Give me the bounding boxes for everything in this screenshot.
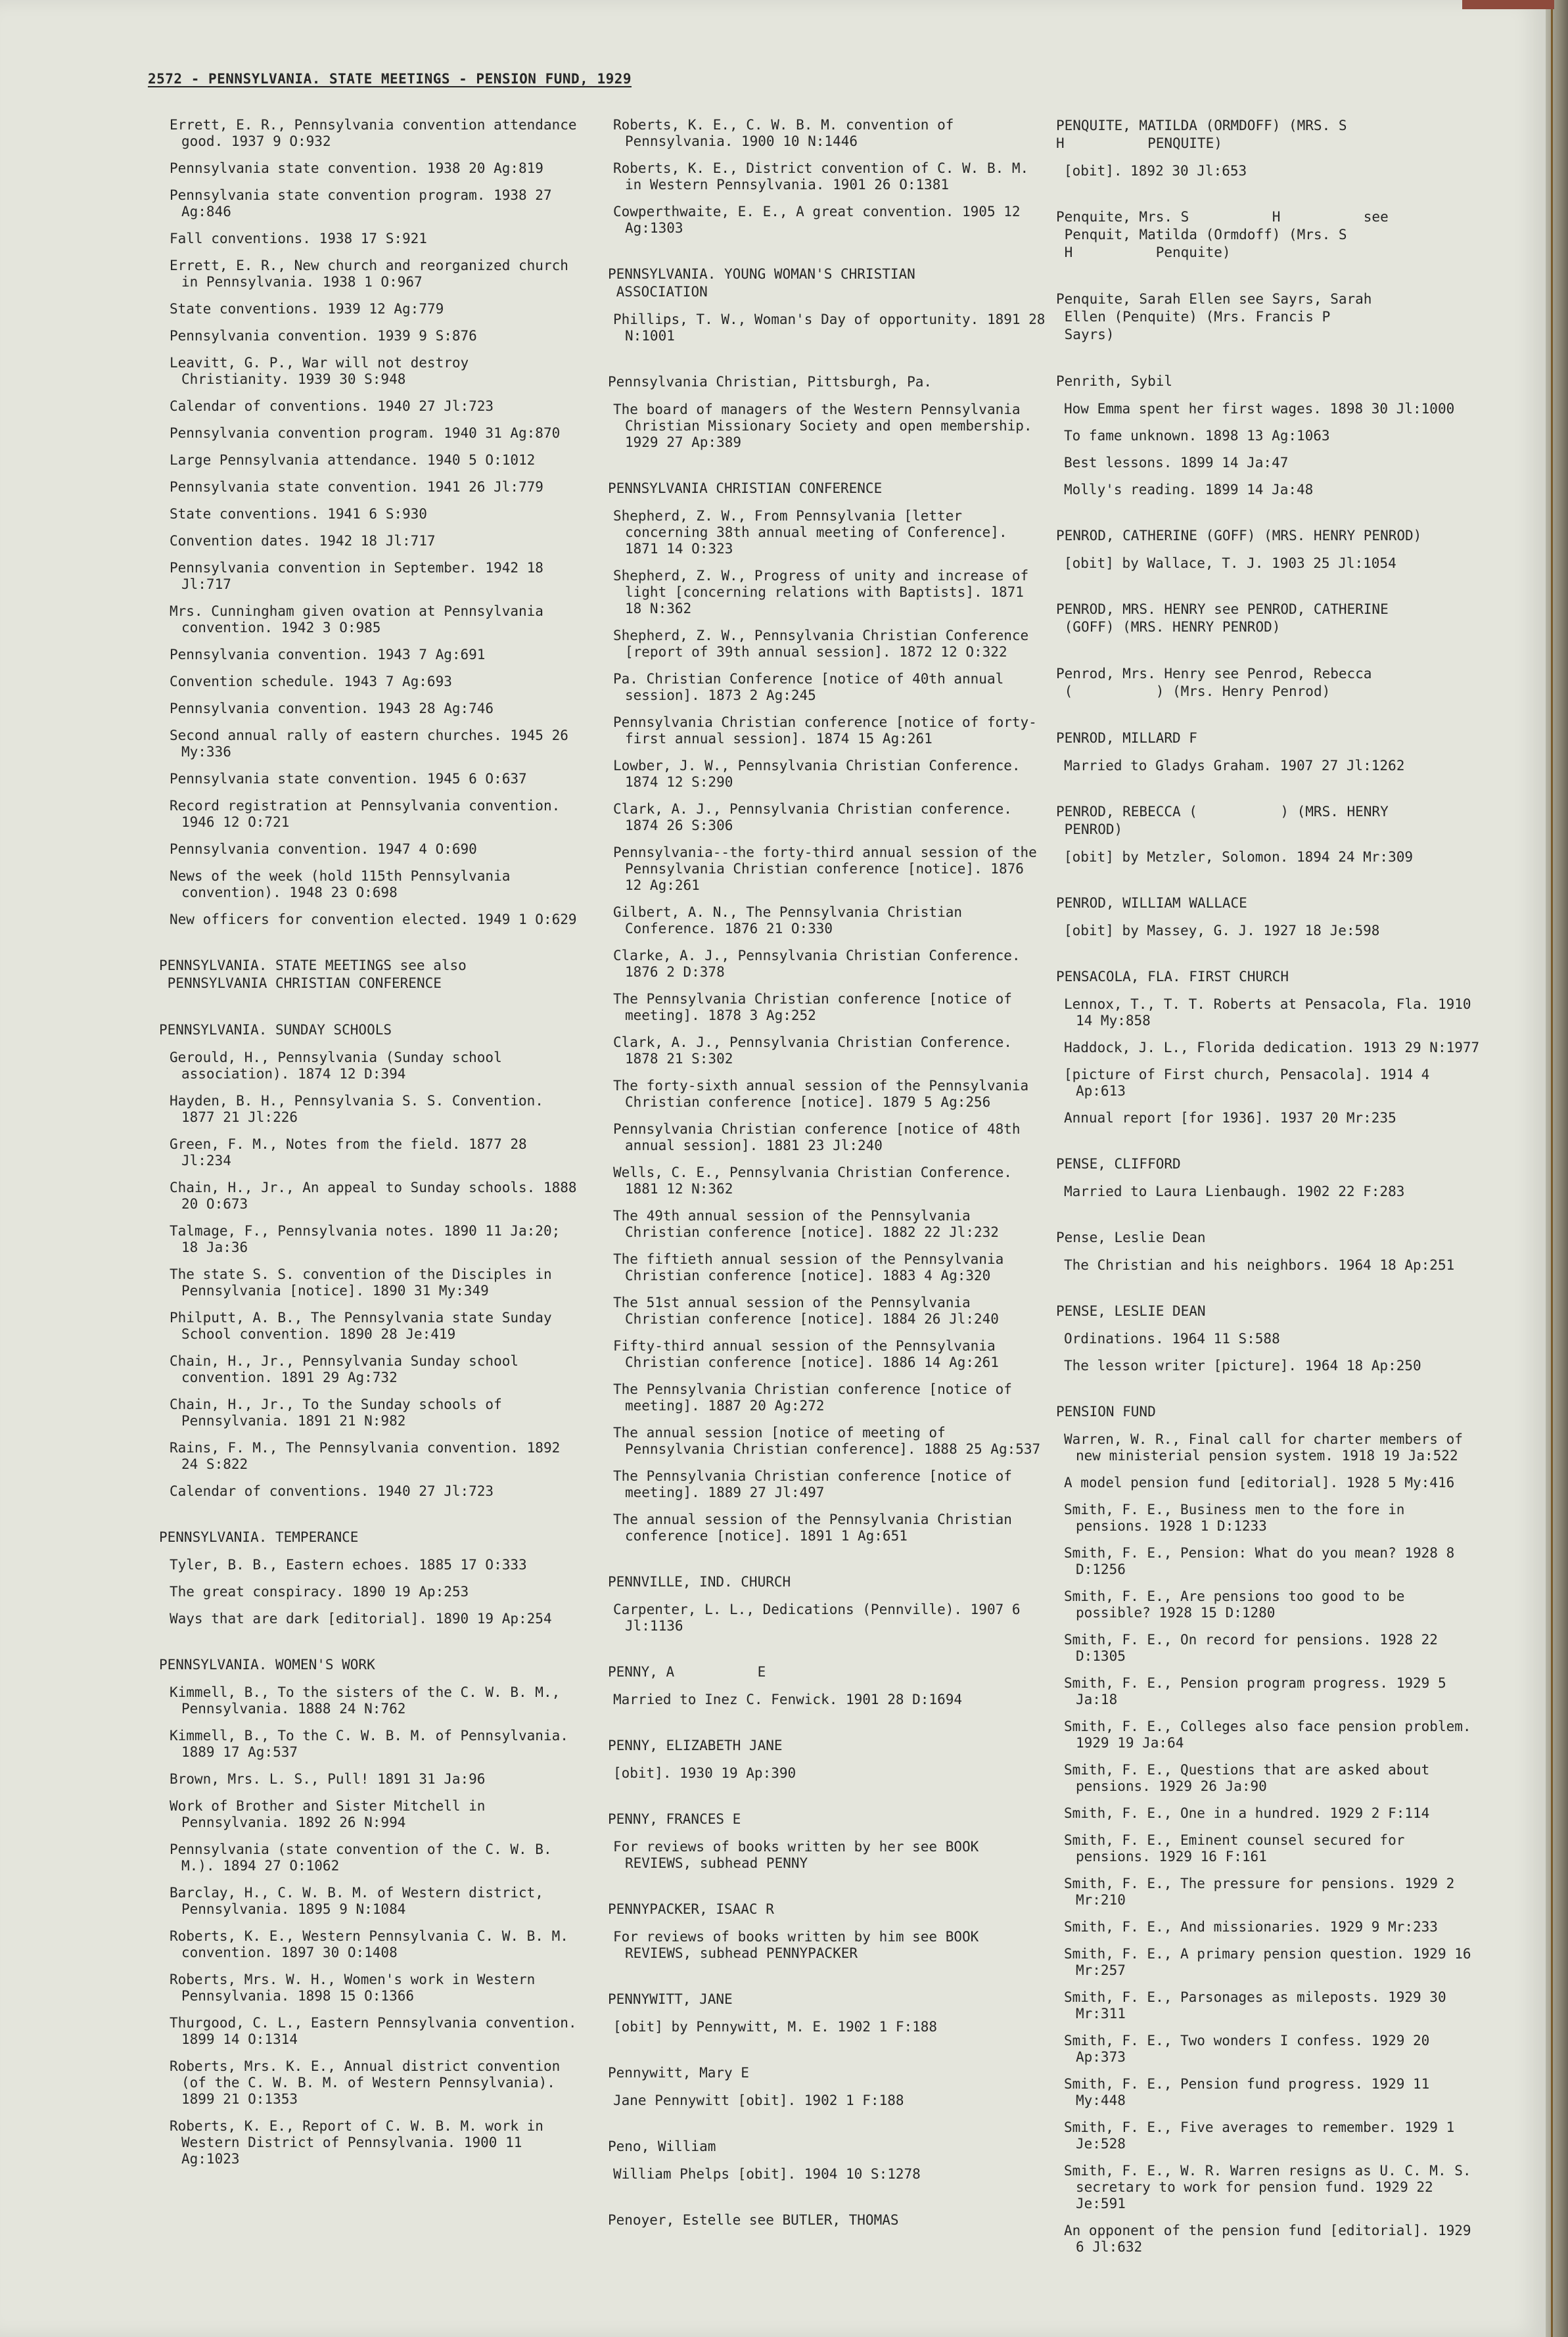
index-entry: Warren, W. R., Final call for charter members of new ministerial pension system. 1918 19 Ja:522	[1064, 1431, 1471, 1464]
index-entry: Calendar of conventions. 1940 27 Jl:723	[170, 1483, 494, 1499]
index-entry: Mrs. Cunningham given ovation at Pennsylvania convention. 1942 3 O:985	[170, 603, 552, 636]
index-entry: Clarke, A. J., Pennsylvania Christian Conference. 1876 2 D:378	[613, 948, 1029, 980]
index-entry: The state S. S. convention of the Disciples in Pennsylvania [notice]. 1890 31 My:349	[170, 1266, 561, 1299]
index-heading: PENSE, LESLIE DEAN	[1056, 1303, 1206, 1319]
index-entry: Smith, F. E., A primary pension question. 1929 16 Mr:257	[1064, 1946, 1480, 1978]
page-tab	[1462, 0, 1554, 9]
index-entry: Philputt, A. B., The Pennsylvania state Sunday School convention. 1890 28 Je:419	[170, 1310, 561, 1342]
index-entry: [picture of First church, Pensacola]. 1914 4 Ap:613	[1064, 1067, 1438, 1099]
index-heading: PENNSYLVANIA. YOUNG WOMAN'S CHRISTIAN ASSOCIATION	[608, 266, 915, 300]
index-heading: PENSION FUND	[1056, 1404, 1156, 1420]
index-entry: Roberts, Mrs. K. E., Annual district convention (of the C. W. B. M. of Western Pennsylvania). 1899 21 O:1353	[170, 2058, 568, 2107]
index-entry: Shepherd, Z. W., From Pennsylvania [letter concerning 38th annual meeting of Conference]. 1871 14 O:323	[613, 508, 1016, 557]
index-entry: Clark, A. J., Pennsylvania Christian conference. 1874 26 S:306	[613, 801, 1021, 833]
index-entry: Record registration at Pennsylvania convention. 1946 12 O:721	[170, 798, 568, 830]
index-entry: Pennsylvania convention. 1943 28 Ag:746	[170, 701, 494, 716]
running-head: 2572 - PENNSYLVANIA. STATE MEETINGS - PENSION FUND, 1929	[148, 71, 632, 87]
index-entry: Green, F. M., Notes from the field. 1877 28 Jl:234	[170, 1136, 536, 1168]
index-entry: Shepherd, Z. W., Pennsylvania Christian Conference [report of 39th annual session]. 1872 12 O:322	[613, 628, 1037, 660]
index-entry: Smith, F. E., Five averages to remember. 1929 1 Je:528	[1064, 2119, 1463, 2152]
index-entry: Pennsylvania state convention. 1945 6 O:637	[170, 771, 527, 787]
index-entry: The 49th annual session of the Pennsylvania Christian conference [notice]. 1882 22 Jl:232	[613, 1208, 999, 1240]
index-entry: [obit]. 1892 30 Jl:653	[1064, 163, 1247, 179]
index-entry: Carpenter, L. L., Dedications (Pennville). 1907 6 Jl:1136	[613, 1602, 1029, 1634]
index-entry: Fall conventions. 1938 17 S:921	[170, 231, 427, 246]
index-entry: Smith, F. E., Pension program progress. 1929 5 Ja:18	[1064, 1675, 1455, 1707]
index-entry: William Phelps [obit]. 1904 10 S:1278	[613, 2166, 921, 2182]
index-entry: [obit] by Metzler, Solomon. 1894 24 Mr:309	[1064, 849, 1414, 865]
index-entry: Married to Gladys Graham. 1907 27 Jl:1262	[1064, 758, 1405, 774]
index-heading: Penquite, Sarah Ellen see Sayrs, Sarah Ellen (Penquite) (Mrs. Francis P Sayrs)	[1056, 291, 1372, 342]
index-heading: PENROD, CATHERINE (GOFF) (MRS. HENRY PENROD)	[1056, 528, 1422, 544]
index-heading: Penrod, Mrs. Henry see Penrod, Rebecca ( ) (Mrs. Henry Penrod)	[1056, 666, 1372, 699]
index-entry: The 51st annual session of the Pennsylvania Christian conference [notice]. 1884 26 Jl:240	[613, 1295, 999, 1327]
index-heading: PENNSYLVANIA. TEMPERANCE	[159, 1529, 359, 1545]
index-entry: Kimmell, B., To the C. W. B. M. of Pennsylvania. 1889 17 Ag:537	[170, 1728, 577, 1760]
index-entry: For reviews of books written by him see BOOK REVIEWS, subhead PENNYPACKER	[613, 1929, 987, 1961]
index-entry: [obit] by Wallace, T. J. 1903 25 Jl:1054	[1064, 555, 1396, 571]
index-entry: Haddock, J. L., Florida dedication. 1913 29 N:1977	[1064, 1040, 1480, 1055]
index-entry: [obit]. 1930 19 Ap:390	[613, 1765, 796, 1781]
index-entry: Pa. Christian Conference [notice of 40th annual session]. 1873 2 Ag:245	[613, 671, 1012, 703]
index-entry: News of the week (hold 115th Pennsylvania convention). 1948 23 O:698	[170, 868, 519, 900]
index-entry: Smith, F. E., Two wonders I confess. 1929 20 Ap:373	[1064, 2033, 1438, 2065]
index-heading: PENSE, CLIFFORD	[1056, 1156, 1181, 1172]
index-entry: Errett, E. R., Pennsylvania convention attendance good. 1937 9 O:932	[170, 117, 586, 149]
index-entry: The board of managers of the Western Pennsylvania Christian Missionary Society and open membership. 1929 27 Ap:389	[613, 402, 1041, 450]
index-entry: Smith, F. E., And missionaries. 1929 9 Mr:233	[1064, 1919, 1438, 1935]
index-heading: Penrith, Sybil	[1056, 373, 1173, 389]
index-entry: Chain, H., Jr., An appeal to Sunday schools. 1888 20 O:673	[170, 1180, 586, 1212]
index-entry: Pennsylvania convention. 1947 4 O:690	[170, 841, 477, 857]
index-entry: Pennsylvania--the forty-third annual session of the Pennsylvania Christian conference [notice]. 1876 12 Ag:261	[613, 845, 1046, 893]
index-entry: The forty-sixth annual session of the Pennsylvania Christian conference [notice]. 1879 5 Ag:256	[613, 1078, 1037, 1110]
index-column-3	[1056, 117, 1482, 2266]
index-entry: Pennsylvania state convention program. 1938 27 Ag:846	[170, 187, 561, 220]
index-entry: Smith, F. E., Business men to the fore in pensions. 1928 1 D:1233	[1064, 1502, 1414, 1534]
index-heading: Pennsylvania Christian, Pittsburgh, Pa.	[608, 374, 933, 390]
index-heading: PENSACOLA, FLA. FIRST CHURCH	[1056, 969, 1289, 984]
index-entry: Smith, F. E., One in a hundred. 1929 2 F:114	[1064, 1805, 1430, 1821]
index-heading: PENQUITE, MATILDA (ORMDOFF) (MRS. S H PENQUITE)	[1056, 118, 1347, 151]
index-entry: Cowperthwaite, E. E., A great convention. 1905 12 Ag:1303	[613, 204, 1029, 236]
index-entry: The Pennsylvania Christian conference [notice of meeting]. 1887 20 Ag:272	[613, 1381, 1021, 1414]
index-entry: Pennsylvania convention. 1939 9 S:876	[170, 328, 477, 344]
index-heading: PENROD, WILLIAM WALLACE	[1056, 895, 1247, 911]
index-entry: Pennsylvania Christian conference [notice of 48th annual session]. 1881 23 Jl:240	[613, 1121, 1029, 1153]
index-entry: The annual session [notice of meeting of Pennsylvania Christian conference]. 1888 25 Ag:537	[613, 1425, 1041, 1457]
index-entry: Tyler, B. B., Eastern echoes. 1885 17 O:333	[170, 1557, 527, 1573]
index-heading: PENROD, MRS. HENRY see PENROD, CATHERINE (GOFF) (MRS. HENRY PENROD)	[1056, 601, 1389, 635]
index-entry: Smith, F. E., Pension fund progress. 1929 11 My:448	[1064, 2076, 1438, 2108]
index-entry: Molly's reading. 1899 14 Ja:48	[1064, 482, 1314, 497]
index-entry: Best lessons. 1899 14 Ja:47	[1064, 455, 1289, 471]
index-entry: The annual session of the Pennsylvania Christian conference [notice]. 1891 1 Ag:651	[613, 1512, 1021, 1544]
index-entry: Pennsylvania Christian conference [notice of forty-first annual session]. 1874 15 Ag:261	[613, 714, 1037, 747]
index-entry: Ways that are dark [editorial]. 1890 19 Ap:254	[170, 1611, 552, 1627]
index-entry: Smith, F. E., Eminent counsel secured for pensions. 1929 16 F:161	[1064, 1832, 1414, 1864]
index-entry: Pennsylvania state convention. 1941 26 Jl:779	[170, 479, 543, 495]
index-column-1	[159, 117, 586, 2178]
index-entry: Gerould, H., Pennsylvania (Sunday school association). 1874 12 D:394	[170, 1050, 511, 1082]
index-entry: Smith, F. E., Parsonages as mileposts. 1929 30 Mr:311	[1064, 1989, 1455, 2022]
index-entry: Jane Pennywitt [obit]. 1902 1 F:188	[613, 2093, 904, 2108]
index-entry: Pennsylvania convention. 1943 7 Ag:691	[170, 647, 486, 662]
index-entry: Talmage, F., Pennsylvania notes. 1890 11 Ja:20; 18 Ja:36	[170, 1223, 568, 1255]
index-entry: Large Pennsylvania attendance. 1940 5 O:1012	[170, 452, 536, 468]
index-entry: Hayden, B. H., Pennsylvania S. S. Convention. 1877 21 Jl:226	[170, 1093, 552, 1125]
index-entry: The Pennsylvania Christian conference [notice of meeting]. 1889 27 Jl:497	[613, 1468, 1021, 1500]
index-entry: The lesson writer [picture]. 1964 18 Ap:250	[1064, 1358, 1421, 1374]
index-heading: Penoyer, Estelle see BUTLER, THOMAS	[608, 2212, 899, 2228]
index-entry: New officers for convention elected. 1949 1 O:629	[170, 912, 577, 927]
index-entry: A model pension fund [editorial]. 1928 5 My:416	[1064, 1475, 1455, 1491]
index-entry: Lowber, J. W., Pennsylvania Christian Conference. 1874 12 S:290	[613, 758, 1029, 790]
index-entry: Smith, F. E., Are pensions too good to be possible? 1928 15 D:1280	[1064, 1588, 1414, 1621]
index-entry: An opponent of the pension fund [editorial]. 1929 6 Jl:632	[1064, 2223, 1480, 2255]
index-entry: Wells, C. E., Pennsylvania Christian Conference. 1881 12 N:362	[613, 1165, 1021, 1197]
index-entry: [obit] by Pennywitt, M. E. 1902 1 F:188	[613, 2019, 938, 2035]
index-heading: PENNSYLVANIA CHRISTIAN CONFERENCE	[608, 480, 883, 496]
page-edge	[1546, 0, 1568, 2337]
index-entry: Married to Inez C. Fenwick. 1901 28 D:1694	[613, 1692, 963, 1707]
index-entry: The great conspiracy. 1890 19 Ap:253	[170, 1584, 469, 1600]
index-entry: Lennox, T., T. T. Roberts at Pensacola, Fla. 1910 14 My:858	[1064, 996, 1480, 1029]
index-entry: Smith, F. E., Colleges also face pension problem. 1929 19 Ja:64	[1064, 1719, 1480, 1751]
index-entry: For reviews of books written by her see BOOK REVIEWS, subhead PENNY	[613, 1839, 987, 1871]
index-entry: Convention schedule. 1943 7 Ag:693	[170, 674, 452, 689]
index-heading: PENNSYLVANIA. SUNDAY SCHOOLS	[159, 1022, 392, 1038]
index-heading: Pennywitt, Mary E	[608, 2065, 749, 2081]
index-entry: Smith, F. E., The pressure for pensions. 1929 2 Mr:210	[1064, 1876, 1463, 1908]
index-entry: State conventions. 1941 6 S:930	[170, 506, 427, 522]
index-heading: PENNYWITT, JANE	[608, 1991, 733, 2007]
index-entry: Convention dates. 1942 18 Jl:717	[170, 533, 436, 549]
index-entry: Kimmell, B., To the sisters of the C. W. B. M., Pennsylvania. 1888 24 N:762	[170, 1684, 568, 1717]
index-entry: Rains, F. M., The Pennsylvania convention. 1892 24 S:822	[170, 1440, 568, 1472]
index-heading: PENNY, A E	[608, 1664, 766, 1680]
index-entry: Leavitt, G. P., War will not destroy Christianity. 1939 30 S:948	[170, 355, 477, 387]
index-entry: How Emma spent her first wages. 1898 30 Jl:1000	[1064, 401, 1455, 417]
index-entry: Annual report [for 1936]. 1937 20 Mr:235	[1064, 1110, 1396, 1126]
index-entry: Phillips, T. W., Woman's Day of opportunity. 1891 28 N:1001	[613, 312, 1054, 344]
index-entry: Work of Brother and Sister Mitchell in Pennsylvania. 1892 26 N:994	[170, 1798, 494, 1830]
index-entry: Smith, F. E., On record for pensions. 1928 22 D:1305	[1064, 1632, 1446, 1664]
index-entry: Pennsylvania convention program. 1940 31 Ag:870	[170, 425, 561, 441]
index-heading: PENNSYLVANIA. WOMEN'S WORK	[159, 1657, 375, 1673]
index-entry: Smith, F. E., W. R. Warren resigns as U. C. M. S. secretary to work for pension fund. 1929 22 Je:591	[1064, 2163, 1480, 2211]
index-entry: Smith, F. E., Questions that are asked about pensions. 1929 26 Ja:90	[1064, 1762, 1438, 1794]
index-entry: Brown, Mrs. L. S., Pull! 1891 31 Ja:96	[170, 1771, 486, 1787]
index-entry: Pennsylvania state convention. 1938 20 Ag:819	[170, 160, 543, 176]
index-heading: Peno, William	[608, 2139, 716, 2154]
index-heading: Pense, Leslie Dean	[1056, 1230, 1206, 1245]
index-entry: Second annual rally of eastern churches. 1945 26 My:336	[170, 728, 577, 760]
index-entry: Barclay, H., C. W. B. M. of Western district, Pennsylvania. 1895 9 N:1084	[170, 1885, 552, 1917]
index-entry: Gilbert, A. N., The Pennsylvania Christian Conference. 1876 21 O:330	[613, 904, 971, 937]
index-entry: Thurgood, C. L., Eastern Pennsylvania convention. 1899 14 O:1314	[170, 2015, 586, 2047]
index-entry: Chain, H., Jr., To the Sunday schools of Pennsylvania. 1891 21 N:982	[170, 1397, 511, 1429]
index-entry: Pennsylvania (state convention of the C. W. B. M.). 1894 27 O:1062	[170, 1841, 561, 1874]
index-column-2	[608, 117, 1054, 2240]
index-heading: PENNYPACKER, ISAAC R	[608, 1901, 774, 1917]
index-entry: Roberts, K. E., C. W. B. M. convention of Pennsylvania. 1900 10 N:1446	[613, 117, 963, 149]
index-heading: PENNVILLE, IND. CHURCH	[608, 1574, 791, 1590]
index-heading: PENNY, ELIZABETH JANE	[608, 1738, 783, 1753]
index-entry: Roberts, K. E., Report of C. W. B. M. work in Western District of Pennsylvania. 1900 11 Ag:1023	[170, 2118, 552, 2167]
index-entry: Chain, H., Jr., Pennsylvania Sunday school convention. 1891 29 Ag:732	[170, 1353, 527, 1385]
index-entry: The Pennsylvania Christian conference [notice of meeting]. 1878 3 Ag:252	[613, 991, 1021, 1023]
index-heading: Penquite, Mrs. S H see Penquit, Matilda (Ormdoff) (Mrs. S H Penquite)	[1056, 209, 1389, 260]
index-entry: Pennsylvania convention in September. 1942 18 Jl:717	[170, 560, 552, 592]
index-entry: Roberts, K. E., Western Pennsylvania C. W. B. M. convention. 1897 30 O:1408	[170, 1928, 577, 1960]
index-entry: Roberts, K. E., District convention of C. W. B. M. in Western Pennsylvania. 1901 26 O:1381	[613, 160, 1037, 193]
index-entry: Shepherd, Z. W., Progress of unity and increase of light [concerning relations with Baptists]. 1871 18 N:362	[613, 568, 1037, 616]
index-entry: Fifty-third annual session of the Pennsylvania Christian conference [notice]. 1886 14 Ag:261	[613, 1338, 1004, 1370]
index-entry: The fiftieth annual session of the Pennsylvania Christian conference [notice]. 1883 4 Ag:320	[613, 1251, 1012, 1284]
index-entry: Errett, E. R., New church and reorganized church in Pennsylvania. 1938 1 O:967	[170, 258, 577, 290]
index-entry: The Christian and his neighbors. 1964 18 Ap:251	[1064, 1257, 1455, 1273]
index-entry: Smith, F. E., Pension: What do you mean? 1928 8 D:1256	[1064, 1545, 1463, 1577]
index-entry: Roberts, Mrs. W. H., Women's work in Western Pennsylvania. 1898 15 O:1366	[170, 1972, 543, 2004]
index-heading: PENROD, MILLARD F	[1056, 730, 1197, 746]
index-entry: Ordinations. 1964 11 S:588	[1064, 1331, 1280, 1347]
index-entry: Clark, A. J., Pennsylvania Christian Conference. 1878 21 S:302	[613, 1034, 1021, 1067]
index-heading: PENNY, FRANCES E	[608, 1811, 741, 1827]
index-entry: [obit] by Massey, G. J. 1927 18 Je:598	[1064, 923, 1380, 938]
index-entry: To fame unknown. 1898 13 Ag:1063	[1064, 428, 1330, 444]
index-heading: PENROD, REBECCA ( ) (MRS. HENRY PENROD)	[1056, 804, 1389, 837]
index-entry: State conventions. 1939 12 Ag:779	[170, 301, 444, 317]
index-entry: Married to Laura Lienbaugh. 1902 22 F:283	[1064, 1184, 1405, 1199]
index-heading: PENNSYLVANIA. STATE MEETINGS see also PENNSYLVANIA CHRISTIAN CONFERENCE	[159, 958, 467, 991]
index-entry: Calendar of conventions. 1940 27 Jl:723	[170, 398, 494, 414]
